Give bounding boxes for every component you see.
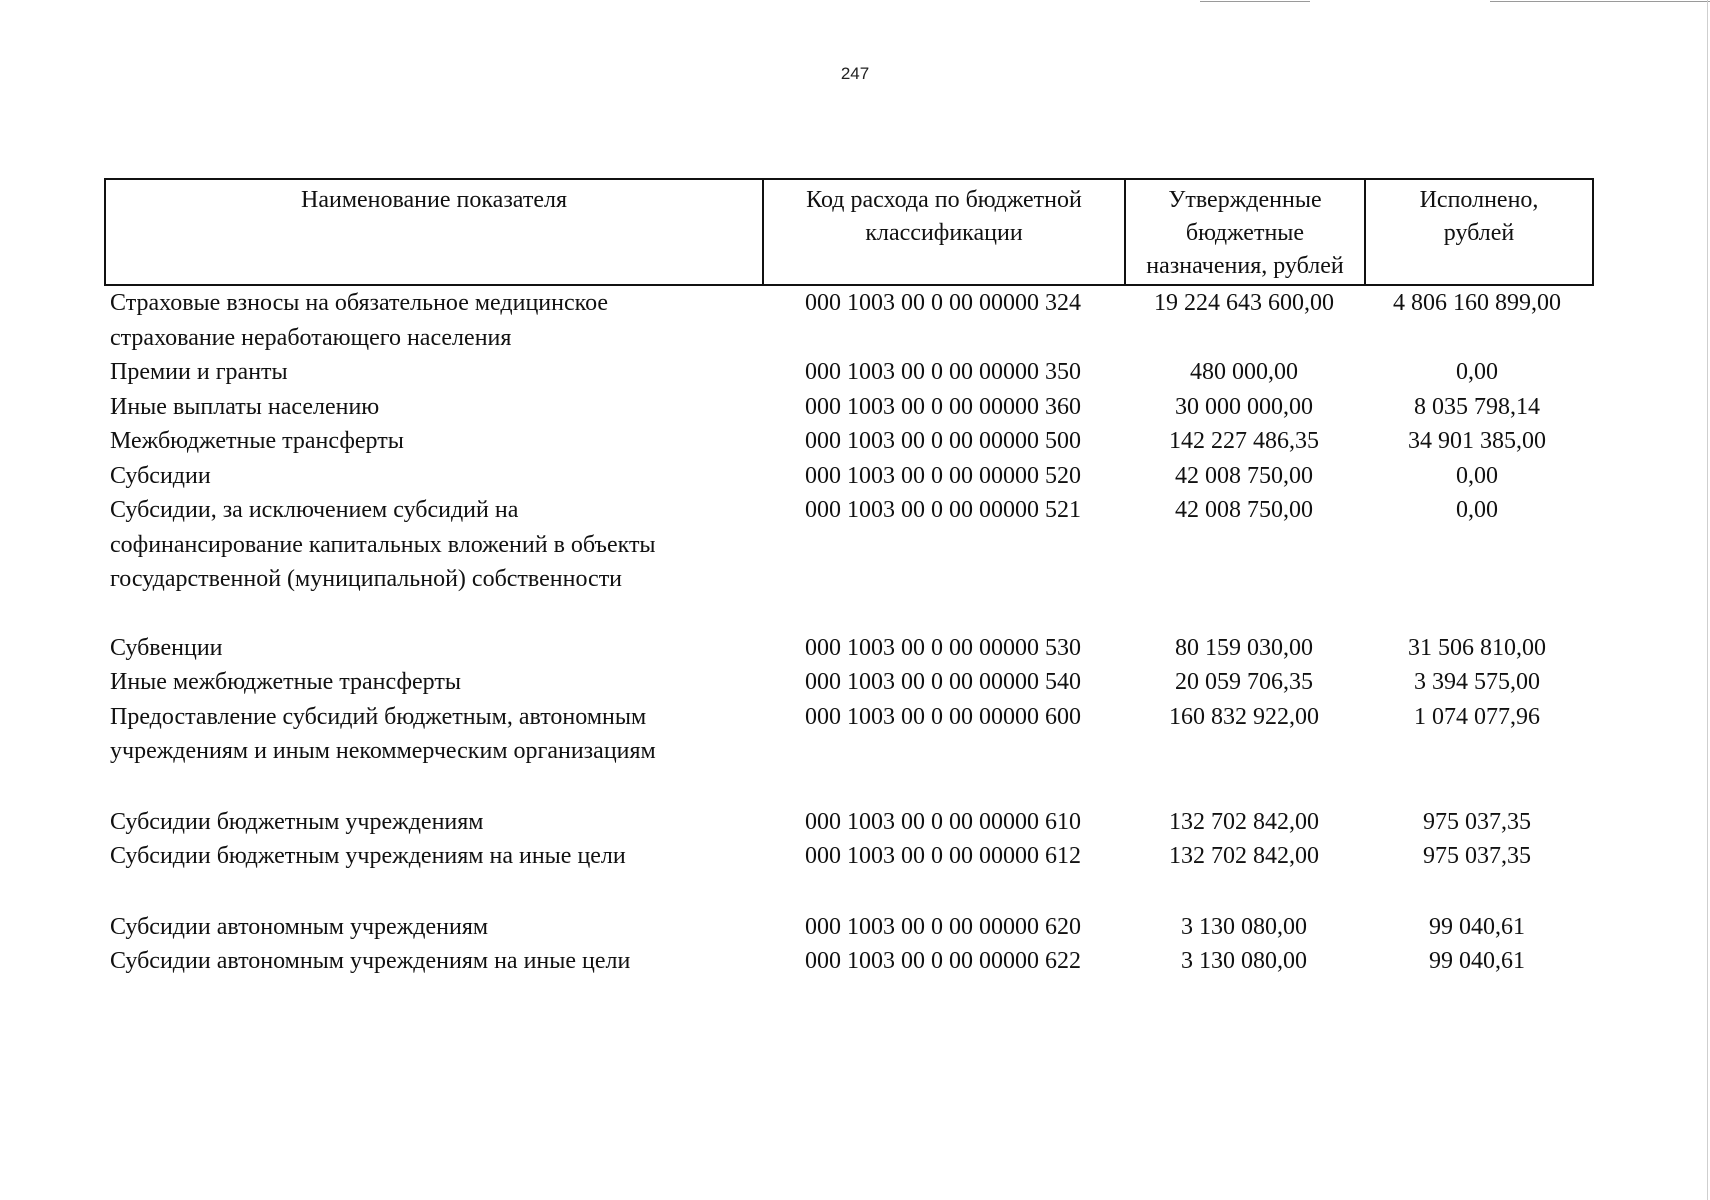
row-code: 000 1003 00 0 00 00000 360 bbox=[805, 393, 1081, 420]
table-row bbox=[104, 424, 1594, 459]
row-name: Межбюджетные трансферты bbox=[110, 428, 404, 454]
row-executed: 99 040,61 bbox=[1429, 948, 1525, 974]
table-row bbox=[104, 286, 1594, 355]
row-executed: 0,00 bbox=[1456, 462, 1498, 489]
row-executed: 0,00 bbox=[1456, 359, 1498, 385]
row-executed: 975 037,35 bbox=[1423, 808, 1531, 835]
row-code: 000 1003 00 0 00 00000 600 bbox=[805, 703, 1081, 730]
row-name: Страховые взносы на обязательное медицинское страхование неработающего населения bbox=[110, 290, 609, 351]
table-row bbox=[104, 355, 1594, 390]
table-body bbox=[104, 286, 1594, 979]
row-executed: 3 394 575,00 bbox=[1414, 669, 1540, 695]
row-executed: 1 074 077,96 bbox=[1414, 703, 1540, 730]
header-executed-amount: Исполнено, рублей bbox=[1419, 187, 1539, 246]
row-approved: 42 008 750,00 bbox=[1175, 462, 1313, 489]
row-approved: 480 000,00 bbox=[1190, 359, 1298, 385]
row-approved: 142 227 486,35 bbox=[1169, 428, 1319, 454]
row-name: Иные выплаты населению bbox=[110, 393, 380, 420]
row-executed: 975 037,35 bbox=[1423, 843, 1531, 869]
scan-edge-top-right bbox=[1490, 1, 1710, 2]
table-row bbox=[104, 944, 1594, 979]
table-row bbox=[104, 493, 1594, 597]
row-approved: 132 702 842,00 bbox=[1169, 843, 1319, 869]
table-row bbox=[104, 839, 1594, 874]
table-row bbox=[104, 459, 1594, 494]
row-code: 000 1003 00 0 00 00000 622 bbox=[805, 948, 1081, 974]
table-row bbox=[104, 700, 1594, 769]
row-executed: 34 901 385,00 bbox=[1408, 428, 1546, 454]
table-row bbox=[104, 805, 1594, 840]
table-row bbox=[104, 665, 1594, 700]
table-header bbox=[104, 178, 1594, 286]
row-approved: 80 159 030,00 bbox=[1175, 634, 1313, 661]
row-name: Субсидии автономным учреждениям bbox=[110, 913, 489, 940]
row-name: Предоставление субсидий бюджетным, автономным учреждениям и иным некоммерческим организациям bbox=[110, 703, 656, 764]
page-number: 247 bbox=[840, 64, 870, 83]
header-expense-code: Код расхода по бюджетной классификации bbox=[764, 180, 1126, 284]
row-name: Субсидии bbox=[110, 462, 211, 489]
scan-edge-right bbox=[1707, 0, 1708, 1200]
row-approved: 20 059 706,35 bbox=[1175, 669, 1313, 695]
table-row bbox=[104, 390, 1594, 425]
row-code: 000 1003 00 0 00 00000 620 bbox=[805, 913, 1081, 940]
header-approved-amount: Утвержденные бюджетные назначения, рублей bbox=[1126, 180, 1366, 284]
row-code: 000 1003 00 0 00 00000 350 bbox=[805, 359, 1081, 385]
row-code: 000 1003 00 0 00 00000 521 bbox=[805, 497, 1081, 523]
row-approved: 160 832 922,00 bbox=[1169, 703, 1319, 730]
table-row bbox=[104, 910, 1594, 945]
row-approved: 3 130 080,00 bbox=[1181, 913, 1307, 940]
row-executed: 31 506 810,00 bbox=[1408, 634, 1546, 661]
table-row bbox=[104, 631, 1594, 666]
row-name: Субсидии автономным учреждениям на иные цели bbox=[110, 948, 631, 974]
row-code: 000 1003 00 0 00 00000 612 bbox=[805, 843, 1081, 869]
row-name: Субвенции bbox=[110, 634, 223, 661]
row-name: Премии и гранты bbox=[110, 359, 288, 385]
row-code: 000 1003 00 0 00 00000 540 bbox=[805, 669, 1081, 695]
row-approved: 42 008 750,00 bbox=[1175, 497, 1313, 523]
row-approved: 132 702 842,00 bbox=[1169, 808, 1319, 835]
row-name: Субсидии бюджетным учреждениям bbox=[110, 808, 484, 835]
header-indicator-name: Наименование показателя bbox=[106, 180, 764, 284]
row-code: 000 1003 00 0 00 00000 520 bbox=[805, 462, 1081, 489]
row-executed: 8 035 798,14 bbox=[1414, 393, 1540, 420]
row-name: Иные межбюджетные трансферты bbox=[110, 669, 461, 695]
row-code: 000 1003 00 0 00 00000 530 bbox=[805, 634, 1081, 661]
row-approved: 30 000 000,00 bbox=[1175, 393, 1313, 420]
row-code: 000 1003 00 0 00 00000 324 bbox=[805, 290, 1081, 316]
row-approved: 19 224 643 600,00 bbox=[1154, 290, 1334, 316]
row-executed: 4 806 160 899,00 bbox=[1393, 290, 1561, 316]
scan-edge-top bbox=[1200, 1, 1310, 2]
row-approved: 3 130 080,00 bbox=[1181, 948, 1307, 974]
row-name: Субсидии, за исключением субсидий на софинансирование капитальных вложений в объекты государственной (муниципальной) собственности bbox=[110, 497, 656, 592]
row-executed: 0,00 bbox=[1456, 497, 1498, 523]
row-executed: 99 040,61 bbox=[1429, 913, 1525, 940]
row-name: Субсидии бюджетным учреждениям на иные цели bbox=[110, 843, 626, 869]
row-code: 000 1003 00 0 00 00000 500 bbox=[805, 428, 1081, 454]
row-code: 000 1003 00 0 00 00000 610 bbox=[805, 808, 1081, 835]
